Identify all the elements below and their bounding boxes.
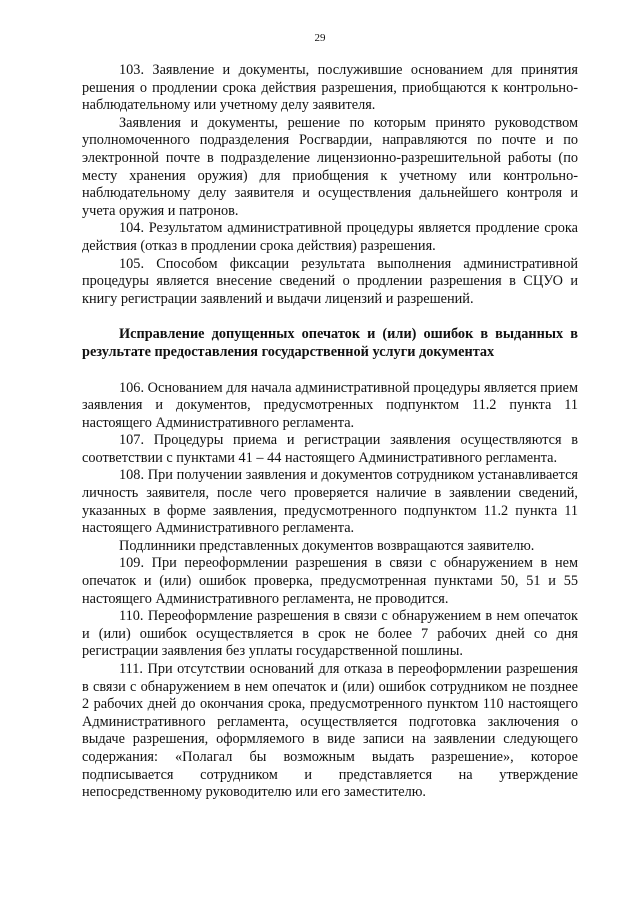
section-heading: Исправление допущенных опечаток и (или) ошибок в выданных в результате предоставления государственной услуги документах: [82, 326, 578, 360]
paragraph-108-continuation: Подлинники представленных документов возвращаются заявителю.: [119, 537, 535, 554]
paragraph-108: 108. При получении заявления и документов сотрудником устанавливается личность заявителя, после чего проверяется наличие в заявлении сведений, указанных в форме заявления, предусмотренного подпунктом 11.2 пункта 11 настоящего Административного регламента.: [82, 467, 578, 537]
paragraph-103: 103. Заявление и документы, послужившие основанием для принятия решения о продлении срока действия разрешения, приобщаются к контрольно-наблюдательному или учетному делу заявителя.: [82, 62, 578, 114]
paragraph-109: 109. При переоформлении разрешения в связи с обнаружением в нем опечаток и (или) ошибок проверка, предусмотренная пунктами 50, 51 и 55 настоящего Административного регламента, не проводится.: [82, 555, 578, 607]
paragraph-105: 105. Способом фиксации результата выполнения административной процедуры является внесение сведений о продлении разрешения в СЦУО и книгу регистрации заявлений и выдачи лицензий и разрешений.: [82, 255, 578, 307]
paragraph-106: 106. Основанием для начала административной процедуры является прием заявления и документов, предусмотренных подпунктом 11.2 пункта 11 настоящего Административного регламента.: [82, 379, 578, 431]
paragraph-110: 110. Переоформление разрешения в связи с обнаружением в нем опечаток и (или) ошибок осуществляется в срок не более 7 рабочих дней со дня регистрации заявления без уплаты государственной пошлины.: [82, 608, 578, 660]
paragraph-107: 107. Процедуры приема и регистрации заявления осуществляются в соответствии с пунктами 41 – 44 настоящего Административного регламента.: [82, 432, 578, 466]
paragraph-104: 104. Результатом административной процедуры является продление срока действия (отказ в продлении срока действия) разрешения.: [82, 220, 578, 254]
page-number: 29: [314, 32, 326, 44]
paragraph-103-continuation: Заявления и документы, решение по которым принято руководством уполномоченного подразделения Росгвардии, направляются по почте и по электронной почте в подразделение лицензионно-разрешительной работы (по месту хранения оружия) для приобщения к учетному или контрольно-наблюдательному делу заявителя и осуществления дальнейшего контроля и учета оружия и патронов.: [82, 114, 578, 219]
document-body: [82, 62, 578, 802]
paragraph-111: 111. При отсутствии оснований для отказа в переоформлении разрешения в связи с обнаружением в нем опечаток и (или) ошибок сотрудником не позднее 2 рабочих дней до окончания срока, предусмотренного пунктом 110 настоящего Административного регламента, осуществляется подготовка заключения о выдаче разрешения, оформляемого в виде записи на заявлении следующего содержания: «Полагал бы возможным выдать разрешение», которое подписывается сотрудником и представляется на утверждение непосредственному руководителю или его заместителю.: [82, 661, 578, 801]
